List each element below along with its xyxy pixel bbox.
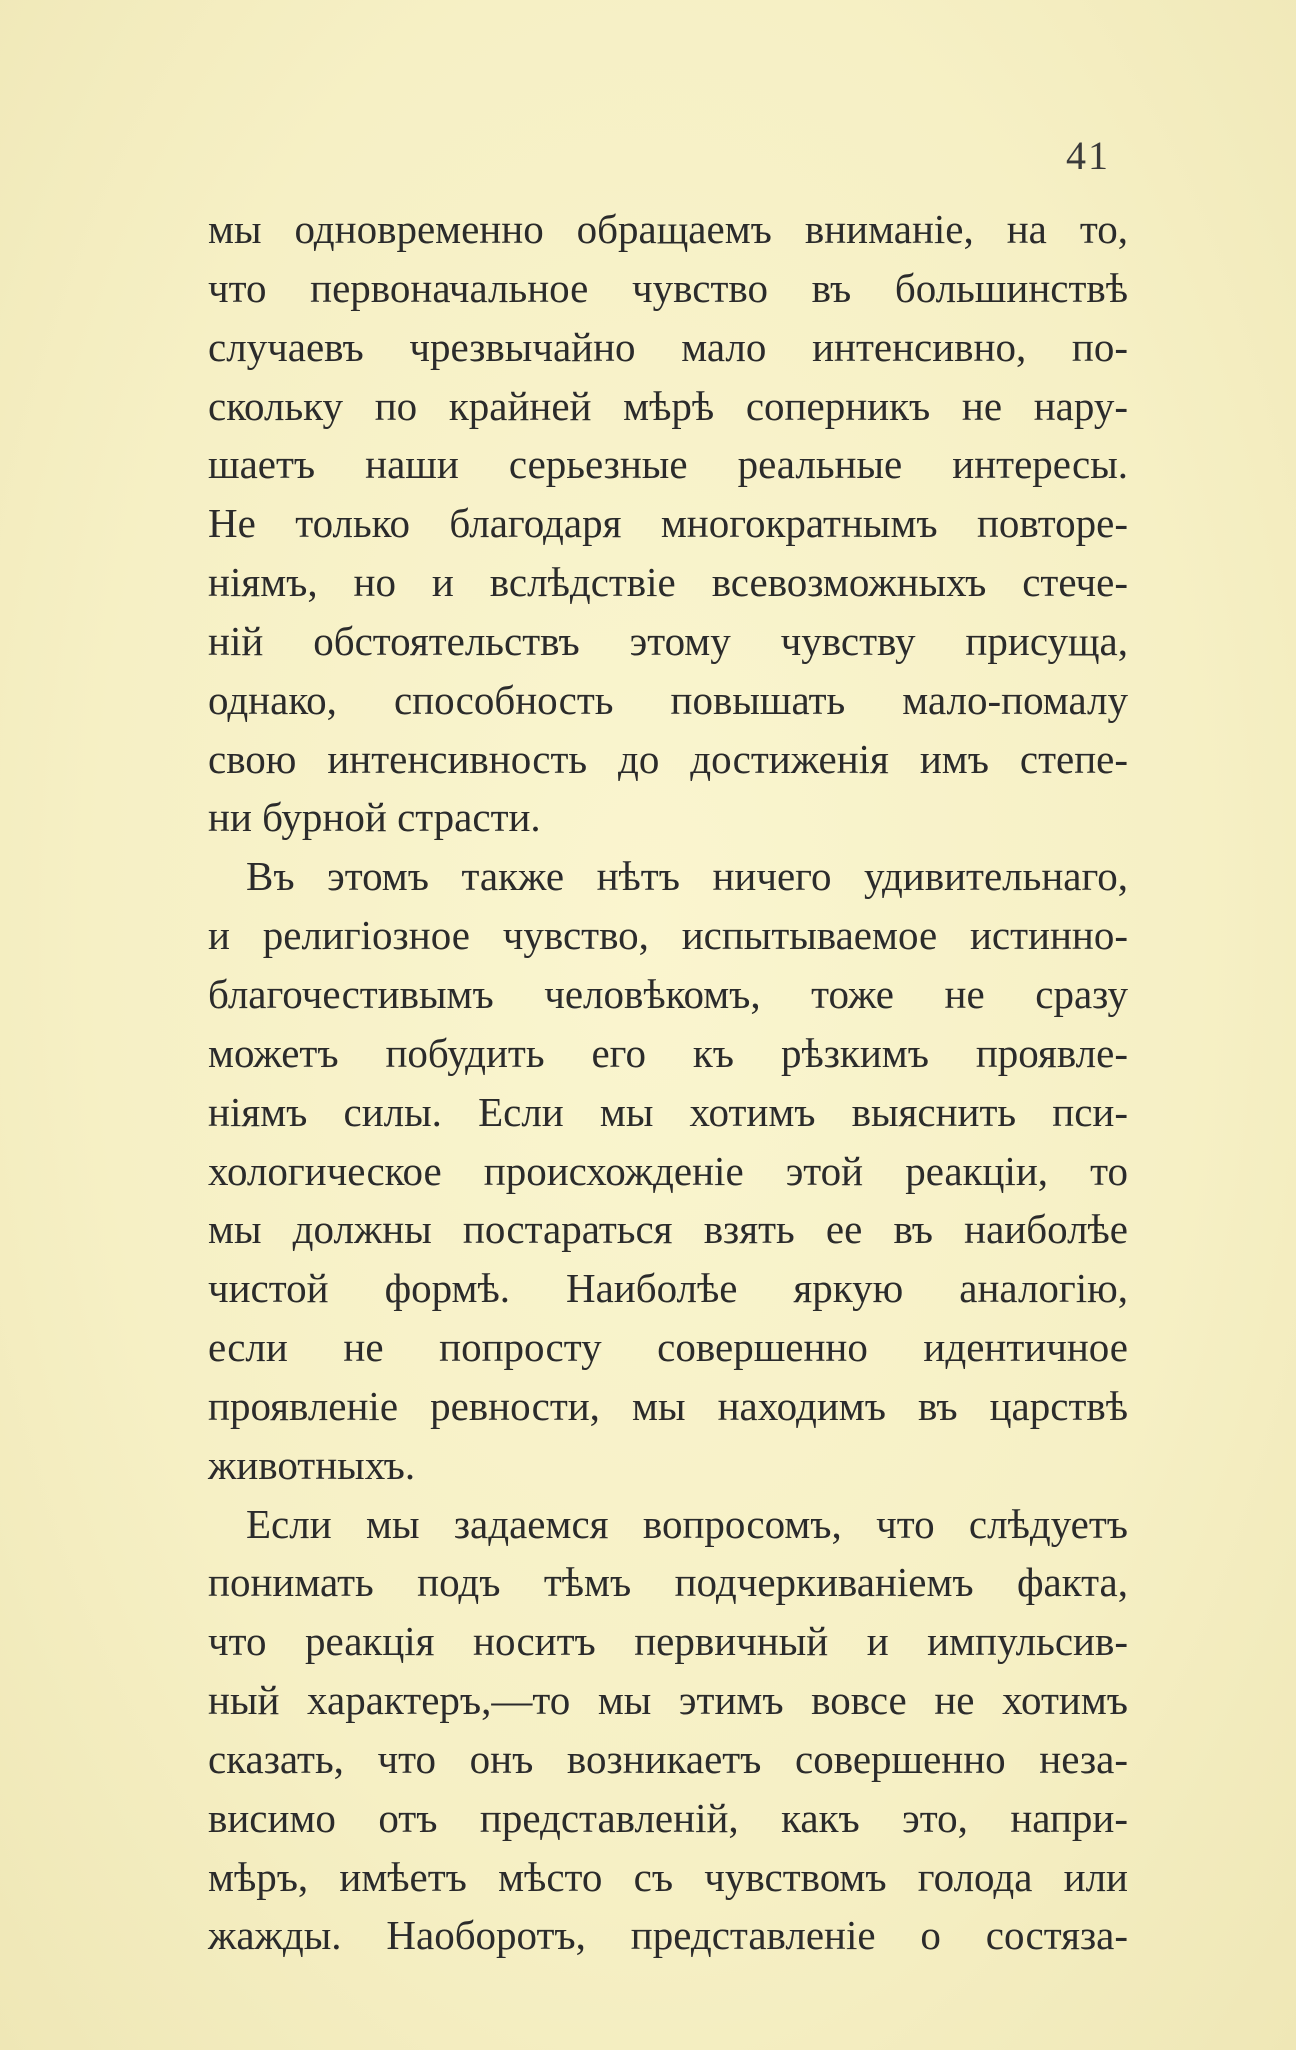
text-line: ній обстоятельствъ этому чувству присуща,: [208, 617, 1128, 664]
paragraph-3: [208, 1495, 1128, 1966]
text-line: жажды. Наоборотъ, представленіе о состяза-: [208, 1912, 1128, 1959]
text-line: Въ этомъ также нѣтъ ничего удивительнаго,: [246, 853, 1128, 900]
text-line: ный характеръ,—то мы этимъ вовсе не хотимъ: [208, 1677, 1128, 1724]
text-line: мы одновременно обращаемъ вниманіе, на то,: [208, 206, 1128, 252]
text-line: что реакція носитъ первичный и импульсив-: [208, 1618, 1128, 1665]
text-line: хологическое происхожденіе этой реакціи, то: [208, 1147, 1128, 1194]
text-line: сказать, что онъ возникаетъ совершенно неза-: [208, 1735, 1128, 1782]
text-line: чистой формѣ. Наиболѣе яркую аналогію,: [208, 1265, 1128, 1312]
text-line: если не попросту совершенно идентичное: [208, 1324, 1128, 1371]
page-number: 41: [1066, 133, 1110, 178]
text-line: ни бурной страсти.: [208, 794, 541, 841]
text-line: свою интенсивность до достиженія имъ степе-: [208, 735, 1128, 782]
body-text: [208, 200, 1128, 1965]
text-line: мы должны постараться взять ее въ наиболѣе: [208, 1206, 1128, 1253]
text-line: и религіозное чувство, испытываемое истинно-: [208, 912, 1128, 959]
text-line: мѣръ, имѣетъ мѣсто съ чувствомъ голода или: [208, 1853, 1128, 1900]
text-line: висимо отъ представленій, какъ это, напри-: [208, 1794, 1128, 1841]
paragraph-1: [208, 200, 1128, 847]
paragraph-2: [208, 847, 1128, 1494]
text-line: что первоначальное чувство въ большинствѣ: [208, 264, 1128, 311]
text-line: однако, способность повышать мало-помалу: [208, 676, 1128, 723]
text-line: случаевъ чрезвычайно мало интенсивно, по-: [208, 323, 1128, 370]
text-line: ніямъ, но и вслѣдствіе всевозможныхъ стече-: [208, 559, 1128, 606]
text-line: животныхъ.: [208, 1441, 416, 1488]
text-line: можетъ побудить его къ рѣзкимъ проявле-: [208, 1029, 1128, 1076]
text-line: благочестивымъ человѣкомъ, тоже не сразу: [208, 970, 1128, 1017]
text-line: скольку по крайней мѣрѣ соперникъ не нару-: [208, 382, 1128, 429]
text-line: понимать подъ тѣмъ подчеркиваніемъ факта,: [208, 1559, 1128, 1606]
text-line: Не только благодаря многократнымъ повторе-: [208, 500, 1128, 547]
text-line: проявленіе ревности, мы находимъ въ царствѣ: [208, 1382, 1128, 1429]
text-line: Если мы задаемся вопросомъ, что слѣдуетъ: [246, 1500, 1128, 1547]
text-line: шаетъ наши серьезные реальные интересы.: [208, 441, 1128, 488]
text-line: ніямъ силы. Если мы хотимъ выяснить пси-: [208, 1088, 1128, 1135]
